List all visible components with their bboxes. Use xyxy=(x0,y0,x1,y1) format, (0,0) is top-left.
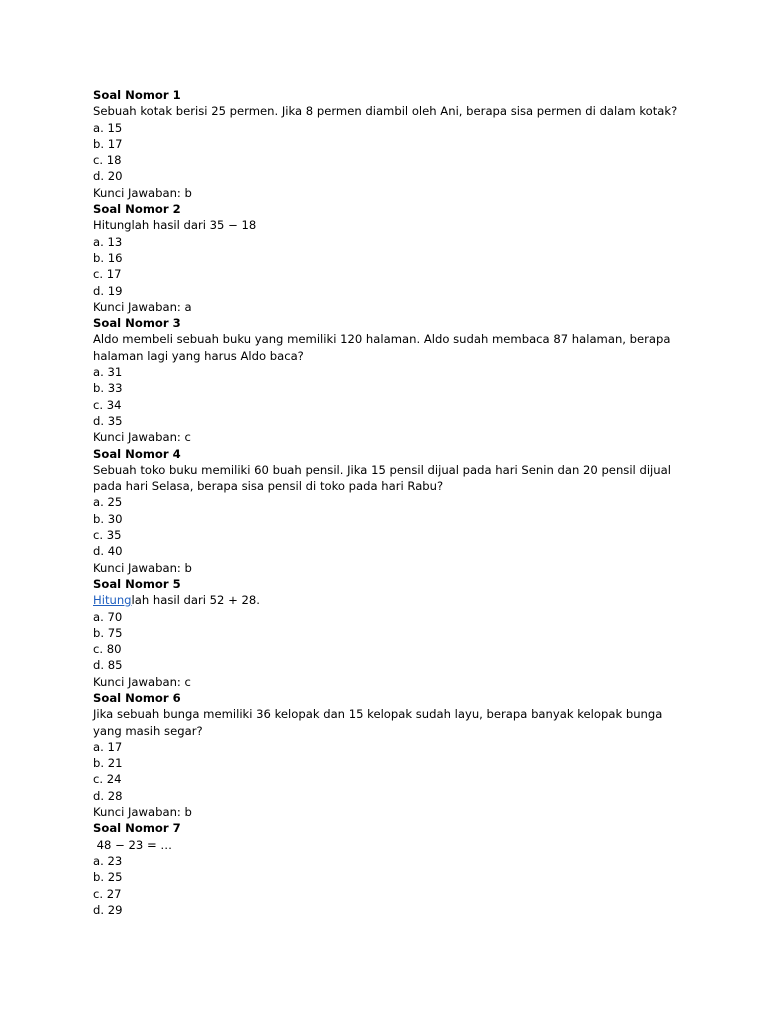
option-d: d. 19 xyxy=(93,283,123,298)
question-title: Soal Nomor 1 xyxy=(93,88,181,102)
option-a: a. 25 xyxy=(93,495,123,510)
option-b: b. 30 xyxy=(93,511,123,526)
question-6 xyxy=(93,690,693,820)
option-d: d. 40 xyxy=(93,544,123,559)
question-4 xyxy=(93,446,693,576)
option-c: c. 35 xyxy=(93,528,122,543)
question-text: Sebuah kotak berisi 25 permen. Jika 8 permen diambil oleh Ani, berapa sisa permen di dalam kotak? xyxy=(93,104,678,119)
question-text: Aldo membeli sebuah buku yang memiliki 120 halaman. Aldo sudah membaca 87 halaman, berapa halaman lagi yang harus Aldo baca? xyxy=(93,332,671,363)
option-d: d. 35 xyxy=(93,413,123,428)
option-b: b. 17 xyxy=(93,136,123,151)
answer-key: Kunci Jawaban: b xyxy=(93,560,192,575)
option-b: b. 25 xyxy=(93,870,123,885)
question-text xyxy=(93,592,693,608)
question-5 xyxy=(93,576,693,690)
question-text: Hitunglah hasil dari 35 − 18 xyxy=(93,218,257,233)
option-c: c. 34 xyxy=(93,397,122,412)
option-a: a. 15 xyxy=(93,120,123,135)
question-7 xyxy=(93,820,693,918)
option-a: a. 23 xyxy=(93,853,123,868)
question-3 xyxy=(93,315,693,445)
option-c: c. 17 xyxy=(93,267,122,282)
answer-key: Kunci Jawaban: c xyxy=(93,674,191,689)
question-title: Soal Nomor 6 xyxy=(93,690,181,705)
option-d: d. 20 xyxy=(93,169,123,184)
option-c: c. 80 xyxy=(93,642,122,657)
option-c: c. 18 xyxy=(93,153,122,168)
question-2 xyxy=(93,201,693,315)
question-title: Soal Nomor 2 xyxy=(93,202,181,217)
hitung-link[interactable]: Hitung xyxy=(93,593,132,608)
question-title: Soal Nomor 5 xyxy=(93,576,181,591)
answer-key: Kunci Jawaban: a xyxy=(93,299,192,314)
question-text: Sebuah toko buku memiliki 60 buah pensil. Jika 15 pensil dijual pada hari Senin dan 20 pensil dijual pada hari Selasa, berapa sisa pensil di toko pada hari Rabu? xyxy=(93,462,671,494)
question-1 xyxy=(93,87,693,201)
answer-key: Kunci Jawaban: c xyxy=(93,430,191,445)
option-b: b. 33 xyxy=(93,381,123,396)
answer-key: Kunci Jawaban: b xyxy=(93,185,192,200)
question-title: Soal Nomor 7 xyxy=(93,821,181,836)
option-c: c. 27 xyxy=(93,886,122,901)
option-d: d. 85 xyxy=(93,658,123,673)
question-text-rest: lah hasil dari 52 + 28. xyxy=(131,593,260,608)
option-d: d. 28 xyxy=(93,788,123,803)
document-page xyxy=(93,87,693,918)
answer-key: Kunci Jawaban: b xyxy=(93,805,192,820)
option-b: b. 16 xyxy=(93,250,123,265)
option-b: b. 21 xyxy=(93,756,123,771)
option-a: a. 17 xyxy=(93,739,123,754)
option-b: b. 75 xyxy=(93,625,123,640)
question-title: Soal Nomor 3 xyxy=(93,316,181,331)
question-text: 48 − 23 = … xyxy=(93,837,172,852)
question-text: Jika sebuah bunga memiliki 36 kelopak dan 15 kelopak sudah layu, berapa banyak kelopak bunga yang masih segar? xyxy=(93,707,663,738)
option-a: a. 13 xyxy=(93,234,123,249)
option-a: a. 31 xyxy=(93,365,123,380)
option-d: d. 29 xyxy=(93,902,123,917)
option-a: a. 70 xyxy=(93,609,123,624)
option-c: c. 24 xyxy=(93,772,122,787)
question-title: Soal Nomor 4 xyxy=(93,446,181,461)
